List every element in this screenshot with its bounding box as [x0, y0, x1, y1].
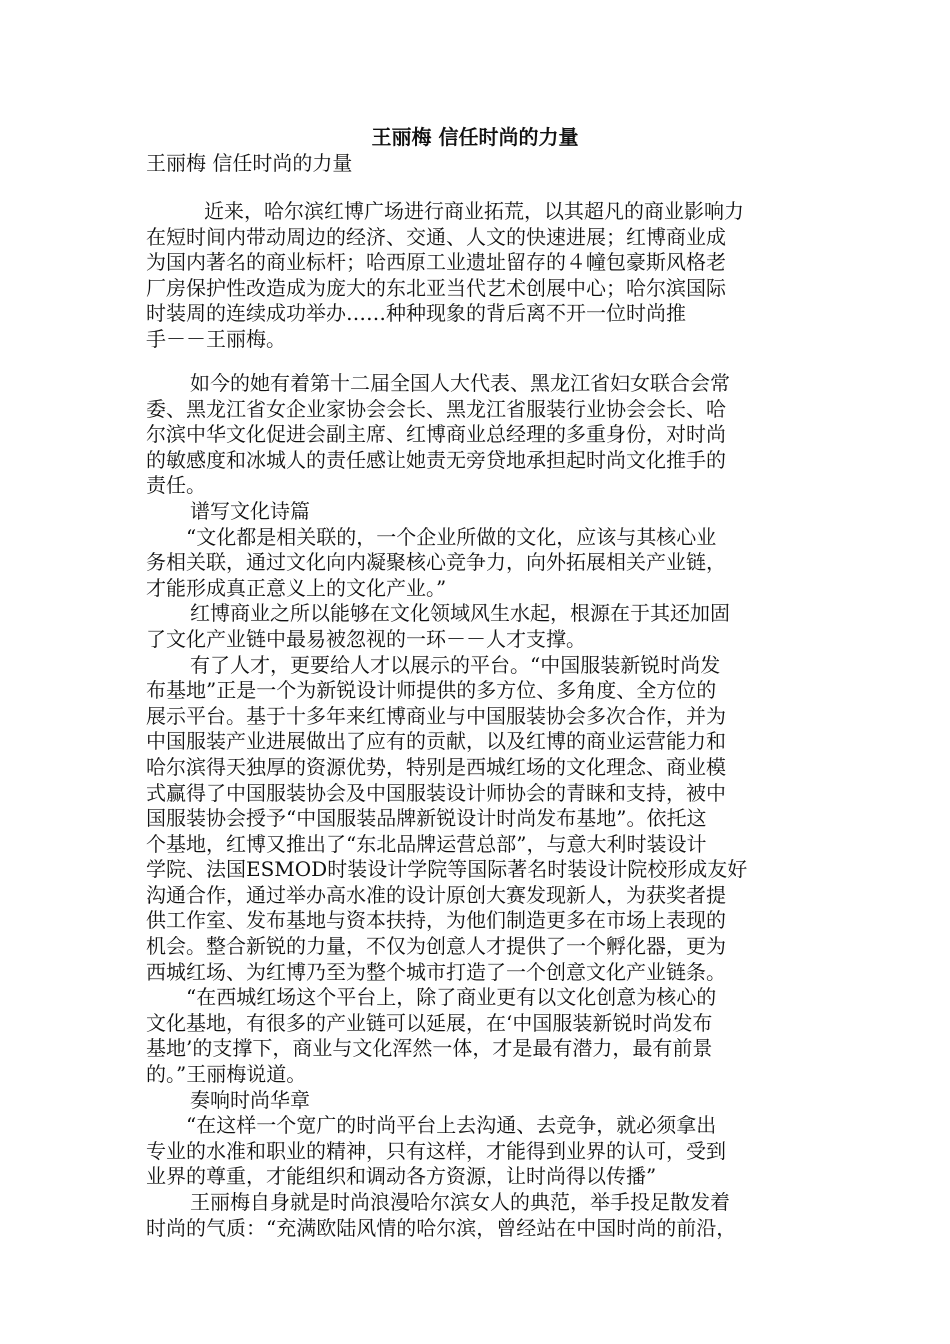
- text-line: 展示平台。基于十多年来红博商业与中国服装协会多次合作，并为: [146, 703, 726, 728]
- intro-paragraph: [146, 199, 806, 353]
- text-line: 务相关联，通过文化向内凝聚核心竞争力，向外拓展相关产业链，: [146, 550, 726, 575]
- document-subtitle: 王丽梅 信任时尚的力量: [146, 151, 353, 175]
- text-line: 责任。: [146, 473, 206, 498]
- document-subtitle-block: [146, 151, 806, 177]
- section-heading: 谱写文化诗篇: [190, 498, 310, 523]
- text-line: 有了人才，更要给人才以展示的平台。“中国服装新锐时尚发: [190, 652, 721, 677]
- text-line: 个基地，红博又推出了“东北品牌运营总部”，与意大利时装设计: [146, 831, 707, 856]
- text-line: 沟通合作，通过举办高水准的设计原创大赛发现新人，为获奖者提: [146, 882, 726, 907]
- text-line: 的敏感度和冰城人的责任感让她责无旁贷地承担起时尚文化推手的: [146, 447, 726, 472]
- text-line: 才能形成真正意义上的文化产业。”: [146, 575, 447, 600]
- text-line: 文化基地，有很多的产业链可以延展，在‘中国服装新锐时尚发布: [146, 1010, 713, 1035]
- document-title: 王丽梅 信任时尚的力量: [371, 125, 579, 149]
- text-line: 委、黑龙江省女企业家协会会长、黑龙江省服装行业协会会长、哈: [146, 396, 726, 421]
- text-line: 红博商业之所以能够在文化领域风生水起，根源在于其还加固: [190, 601, 730, 626]
- text-line: 近来，哈尔滨红博广场进行商业拓荒，以其超凡的商业影响力: [204, 199, 744, 223]
- body-text: [146, 371, 806, 1241]
- text-line: 基地’的支撑下，商业与文化浑然一体，才是最有潜力，最有前景: [146, 1036, 713, 1061]
- text-line: 布基地”正是一个为新锐设计师提供的多方位、多角度、全方位的: [146, 678, 717, 703]
- text-line: 学院、法国ESMOD时装设计学院等国际著名时装设计院校形成友好: [146, 857, 748, 882]
- text-line: 哈尔滨得天独厚的资源优势，特别是西城红场的文化理念、商业模: [146, 754, 726, 779]
- text-line: 中国服装产业进展做出了应有的贡献，以及红博的商业运营能力和: [146, 729, 726, 754]
- text-line: 供工作室、发布基地与资本扶持，为他们制造更多在市场上表现的: [146, 908, 726, 933]
- text-line: 尔滨中华文化促进会副主席、红博商业总经理的多重身份，对时尚: [146, 422, 726, 447]
- text-line: 式赢得了中国服装协会及中国服装设计师协会的青睐和支持，被中: [146, 780, 726, 805]
- text-line: 西城红场、为红博乃至为整个城市打造了一个创意文化产业链条。: [146, 959, 726, 984]
- text-line: 的。”王丽梅说道。: [146, 1062, 307, 1087]
- text-line: 为国内著名的商业标杆；哈西原工业遗址留存的４幢包豪斯风格老: [146, 250, 726, 275]
- text-line: “在西城红场这个平台上，除了商业更有以文化创意为核心的: [186, 985, 717, 1010]
- text-line: 专业的水准和职业的精神，只有这样，才能得到业界的认可，受到: [146, 1138, 726, 1163]
- text-line: 王丽梅自身就是时尚浪漫哈尔滨女人的典范，举手投足散发着: [190, 1190, 730, 1214]
- text-line: 手－－王丽梅。: [146, 326, 286, 351]
- text-line: 了文化产业链中最易被忽视的一环－－人才支撑。: [146, 626, 586, 651]
- text-line: “文化都是相关联的，一个企业所做的文化，应该与其核心业: [186, 524, 717, 549]
- text-line: 机会。整合新锐的力量，不仅为创意人才提供了一个孵化器，更为: [146, 934, 726, 959]
- text-line: 国服装协会授予“中国服装品牌新锐设计时尚发布基地”。依托这: [146, 806, 707, 831]
- text-line: 厂房保护性改造成为庞大的东北亚当代艺术创展中心；哈尔滨国际: [146, 275, 726, 300]
- section-heading: 奏响时尚华章: [190, 1087, 310, 1112]
- text-line: “在这样一个宽广的时尚平台上去沟通、去竞争，就必须拿出: [186, 1113, 717, 1138]
- text-line: 如今的她有着第十二届全国人大代表、黑龙江省妇女联合会常: [190, 371, 730, 395]
- text-line: 时尚的气质：“充满欧陆风情的哈尔滨，曾经站在中国时尚的前沿，: [146, 1215, 737, 1240]
- text-line: 业界的尊重，才能组织和调动各方资源，让时尚得以传播”: [146, 1164, 657, 1189]
- text-line: 时装周的连续成功举办……种种现象的背后离不开一位时尚推: [146, 301, 686, 326]
- text-line: 在短时间内带动周边的经济、交通、人文的快速进展；红博商业成: [146, 224, 726, 249]
